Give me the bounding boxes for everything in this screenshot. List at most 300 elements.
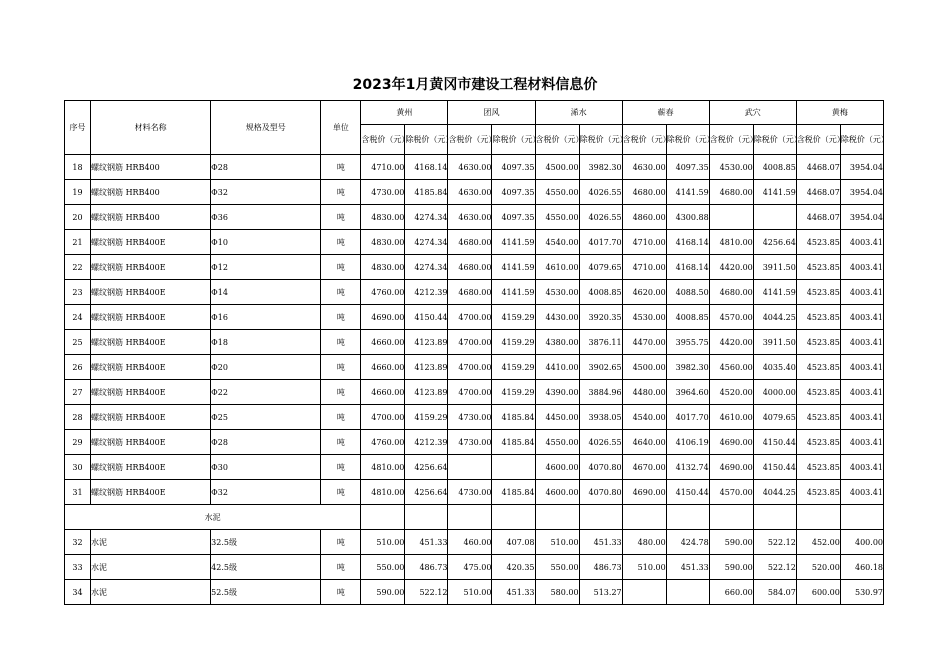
table-row (65, 530, 884, 555)
row-index: 25 (65, 330, 91, 355)
untaxed-price: 522.12 (753, 530, 796, 555)
spec: Φ32 (211, 180, 321, 205)
taxed-price: 590.00 (709, 530, 753, 555)
taxed-price (709, 205, 753, 230)
taxed-price: 4523.85 (796, 230, 840, 255)
taxed-price: 4620.00 (622, 280, 666, 305)
untaxed-price (666, 580, 709, 605)
taxed-price: 4470.00 (622, 330, 666, 355)
taxed-price: 4680.00 (709, 280, 753, 305)
material-name: 螺纹钢筋 HRB400E (91, 255, 211, 280)
header-taxed-price: 含税价（元） (448, 125, 492, 155)
untaxed-price: 4003.41 (840, 380, 883, 405)
taxed-price: 4670.00 (622, 455, 666, 480)
taxed-price: 4640.00 (622, 430, 666, 455)
taxed-price (448, 455, 492, 480)
material-name: 螺纹钢筋 HRB400 (91, 155, 211, 180)
material-name: 螺纹钢筋 HRB400 (91, 205, 211, 230)
table-row (65, 230, 884, 255)
untaxed-price: 3876.11 (579, 330, 622, 355)
spec: Φ36 (211, 205, 321, 230)
untaxed-price: 486.73 (579, 555, 622, 580)
taxed-price: 510.00 (448, 580, 492, 605)
untaxed-price (753, 205, 796, 230)
row-index: 27 (65, 380, 91, 405)
untaxed-price: 4274.34 (405, 230, 448, 255)
header-untaxed-price: 除税价（元） (753, 125, 796, 155)
untaxed-price: 4159.29 (492, 330, 535, 355)
untaxed-price: 4168.14 (666, 230, 709, 255)
untaxed-price: 4003.41 (840, 255, 883, 280)
untaxed-price: 4274.34 (405, 255, 448, 280)
taxed-price: 4660.00 (361, 330, 405, 355)
untaxed-price: 420.35 (492, 555, 535, 580)
table-row (65, 305, 884, 330)
taxed-price: 4630.00 (448, 205, 492, 230)
taxed-price: 4530.00 (535, 280, 579, 305)
material-name: 螺纹钢筋 HRB400E (91, 380, 211, 405)
row-index: 23 (65, 280, 91, 305)
taxed-price: 520.00 (796, 555, 840, 580)
untaxed-price: 4141.59 (753, 280, 796, 305)
taxed-price: 480.00 (622, 530, 666, 555)
taxed-price: 4540.00 (535, 230, 579, 255)
untaxed-price: 4150.44 (753, 455, 796, 480)
row-index: 31 (65, 480, 91, 505)
taxed-price: 4730.00 (361, 180, 405, 205)
page-title: 2023年1月黄冈市建设工程材料信息价 (352, 77, 598, 93)
taxed-price: 4530.00 (622, 305, 666, 330)
untaxed-price: 4097.35 (492, 180, 535, 205)
taxed-price: 4830.00 (361, 255, 405, 280)
untaxed-price: 522.12 (753, 555, 796, 580)
untaxed-price: 3920.35 (579, 305, 622, 330)
table-row (65, 480, 884, 505)
untaxed-price: 4008.85 (666, 305, 709, 330)
taxed-price: 550.00 (535, 555, 579, 580)
untaxed-price: 4159.29 (492, 380, 535, 405)
taxed-price: 600.00 (796, 580, 840, 605)
material-name: 水泥 (91, 530, 211, 555)
taxed-price: 4730.00 (448, 430, 492, 455)
table-row (65, 455, 884, 480)
taxed-price: 4523.85 (796, 380, 840, 405)
taxed-price: 510.00 (361, 530, 405, 555)
taxed-price: 4690.00 (709, 455, 753, 480)
untaxed-price: 4256.64 (405, 480, 448, 505)
untaxed-price: 4274.34 (405, 205, 448, 230)
untaxed-price (492, 455, 535, 480)
taxed-price: 452.00 (796, 530, 840, 555)
empty-cell (666, 505, 709, 530)
header-taxed-price: 含税价（元） (361, 125, 405, 155)
unit: 吨 (321, 280, 361, 305)
taxed-price: 4530.00 (709, 155, 753, 180)
unit: 吨 (321, 530, 361, 555)
untaxed-price: 4123.89 (405, 355, 448, 380)
taxed-price: 4520.00 (709, 380, 753, 405)
spec: Φ25 (211, 405, 321, 430)
taxed-price: 4390.00 (535, 380, 579, 405)
header-taxed-price: 含税价（元） (622, 125, 666, 155)
untaxed-price: 4212.39 (405, 430, 448, 455)
unit: 吨 (321, 230, 361, 255)
taxed-price: 4710.00 (622, 230, 666, 255)
untaxed-price: 4132.74 (666, 455, 709, 480)
row-index: 21 (65, 230, 91, 255)
taxed-price: 4570.00 (709, 480, 753, 505)
taxed-price: 4700.00 (448, 330, 492, 355)
material-name: 螺纹钢筋 HRB400E (91, 230, 211, 255)
row-index: 24 (65, 305, 91, 330)
unit: 吨 (321, 580, 361, 605)
spec: Φ28 (211, 155, 321, 180)
header-untaxed-price: 除税价（元） (579, 125, 622, 155)
untaxed-price: 4003.41 (840, 280, 883, 305)
taxed-price: 4500.00 (535, 155, 579, 180)
taxed-price: 4680.00 (448, 255, 492, 280)
table-row (65, 255, 884, 280)
unit: 吨 (321, 205, 361, 230)
untaxed-price: 4097.35 (666, 155, 709, 180)
taxed-price: 4540.00 (622, 405, 666, 430)
taxed-price: 4450.00 (535, 405, 579, 430)
untaxed-price: 584.07 (753, 580, 796, 605)
row-index: 26 (65, 355, 91, 380)
taxed-price: 4680.00 (622, 180, 666, 205)
taxed-price: 4468.07 (796, 205, 840, 230)
material-name: 螺纹钢筋 HRB400E (91, 405, 211, 430)
row-index: 32 (65, 530, 91, 555)
untaxed-price: 4026.55 (579, 180, 622, 205)
empty-cell (753, 505, 796, 530)
taxed-price: 4710.00 (622, 255, 666, 280)
empty-cell (448, 505, 492, 530)
untaxed-price: 400.00 (840, 530, 883, 555)
taxed-price: 4523.85 (796, 330, 840, 355)
header-taxed-price: 含税价（元） (796, 125, 840, 155)
untaxed-price: 3964.60 (666, 380, 709, 405)
taxed-price: 4468.07 (796, 180, 840, 205)
untaxed-price: 3902.65 (579, 355, 622, 380)
untaxed-price: 522.12 (405, 580, 448, 605)
untaxed-price: 4141.59 (492, 280, 535, 305)
unit: 吨 (321, 405, 361, 430)
taxed-price: 4610.00 (535, 255, 579, 280)
untaxed-price: 3954.04 (840, 155, 883, 180)
taxed-price: 4810.00 (361, 480, 405, 505)
spec: Φ16 (211, 305, 321, 330)
untaxed-price: 4035.40 (753, 355, 796, 380)
untaxed-price: 4017.70 (666, 405, 709, 430)
untaxed-price: 4003.41 (840, 430, 883, 455)
untaxed-price: 451.33 (492, 580, 535, 605)
untaxed-price: 4185.84 (492, 480, 535, 505)
untaxed-price: 4159.29 (492, 305, 535, 330)
untaxed-price: 4123.89 (405, 380, 448, 405)
spec: Φ28 (211, 430, 321, 455)
untaxed-price: 4300.88 (666, 205, 709, 230)
taxed-price: 4680.00 (448, 230, 492, 255)
taxed-price: 4700.00 (361, 405, 405, 430)
untaxed-price: 4008.85 (753, 155, 796, 180)
taxed-price: 4760.00 (361, 430, 405, 455)
material-name: 螺纹钢筋 HRB400E (91, 305, 211, 330)
row-index: 22 (65, 255, 91, 280)
header-region: 团风 (448, 101, 535, 125)
untaxed-price: 4003.41 (840, 330, 883, 355)
taxed-price: 4600.00 (535, 455, 579, 480)
untaxed-price: 3954.04 (840, 180, 883, 205)
untaxed-price: 4026.55 (579, 430, 622, 455)
header-index: 序号 (65, 101, 91, 155)
untaxed-price: 4017.70 (579, 230, 622, 255)
unit: 吨 (321, 255, 361, 280)
untaxed-price: 4159.29 (492, 355, 535, 380)
header-region: 武穴 (709, 101, 796, 125)
empty-cell (579, 505, 622, 530)
untaxed-price: 4256.64 (405, 455, 448, 480)
taxed-price: 4690.00 (709, 430, 753, 455)
taxed-price: 4700.00 (448, 380, 492, 405)
material-name: 螺纹钢筋 HRB400E (91, 330, 211, 355)
taxed-price: 4410.00 (535, 355, 579, 380)
untaxed-price: 4070.80 (579, 455, 622, 480)
header-region: 浠水 (535, 101, 622, 125)
taxed-price: 4700.00 (448, 305, 492, 330)
untaxed-price: 3954.04 (840, 205, 883, 230)
header-taxed-price: 含税价（元） (709, 125, 753, 155)
taxed-price: 4550.00 (535, 205, 579, 230)
untaxed-price: 4141.59 (666, 180, 709, 205)
taxed-price: 4560.00 (709, 355, 753, 380)
untaxed-price: 4185.84 (492, 430, 535, 455)
unit: 吨 (321, 355, 361, 380)
row-index: 30 (65, 455, 91, 480)
header-untaxed-price: 除税价（元） (666, 125, 709, 155)
untaxed-price: 4185.84 (405, 180, 448, 205)
untaxed-price: 3938.05 (579, 405, 622, 430)
taxed-price: 4630.00 (448, 180, 492, 205)
untaxed-price: 4168.14 (405, 155, 448, 180)
taxed-price: 4523.85 (796, 355, 840, 380)
untaxed-price: 4044.25 (753, 480, 796, 505)
spec: Φ20 (211, 355, 321, 380)
taxed-price: 4690.00 (361, 305, 405, 330)
table-row (65, 405, 884, 430)
spec: Φ30 (211, 455, 321, 480)
untaxed-price: 4003.41 (840, 405, 883, 430)
untaxed-price: 3982.30 (666, 355, 709, 380)
material-name: 螺纹钢筋 HRB400E (91, 355, 211, 380)
unit: 吨 (321, 380, 361, 405)
taxed-price: 4830.00 (361, 205, 405, 230)
header-untaxed-price: 除税价（元） (405, 125, 448, 155)
spec: Φ22 (211, 380, 321, 405)
taxed-price: 4523.85 (796, 255, 840, 280)
taxed-price: 4420.00 (709, 255, 753, 280)
untaxed-price: 4088.50 (666, 280, 709, 305)
header-spec: 规格及型号 (211, 101, 321, 155)
taxed-price: 4420.00 (709, 330, 753, 355)
taxed-price (622, 580, 666, 605)
untaxed-price: 451.33 (666, 555, 709, 580)
unit: 吨 (321, 455, 361, 480)
taxed-price: 4550.00 (535, 430, 579, 455)
untaxed-price: 4097.35 (492, 155, 535, 180)
untaxed-price: 4000.00 (753, 380, 796, 405)
material-name: 水泥 (91, 555, 211, 580)
price-table (64, 100, 889, 605)
untaxed-price: 4026.55 (579, 205, 622, 230)
taxed-price: 580.00 (535, 580, 579, 605)
empty-cell (840, 505, 883, 530)
row-index: 33 (65, 555, 91, 580)
untaxed-price: 4003.41 (840, 355, 883, 380)
untaxed-price: 4003.41 (840, 230, 883, 255)
taxed-price: 4600.00 (535, 480, 579, 505)
header-unit: 单位 (321, 101, 361, 155)
table-row (65, 205, 884, 230)
table-row (65, 155, 884, 180)
untaxed-price: 4044.25 (753, 305, 796, 330)
empty-cell (492, 505, 535, 530)
empty-cell (796, 505, 840, 530)
table-row (65, 180, 884, 205)
spec: 52.5级 (211, 580, 321, 605)
spec: Φ12 (211, 255, 321, 280)
untaxed-price: 4070.80 (579, 480, 622, 505)
taxed-price: 4760.00 (361, 280, 405, 305)
untaxed-price: 4150.44 (753, 430, 796, 455)
spec: Φ18 (211, 330, 321, 355)
spec: 42.5级 (211, 555, 321, 580)
taxed-price: 4630.00 (622, 155, 666, 180)
header-taxed-price: 含税价（元） (535, 125, 579, 155)
table-row (65, 330, 884, 355)
untaxed-price: 451.33 (405, 530, 448, 555)
taxed-price: 4610.00 (709, 405, 753, 430)
taxed-price: 4830.00 (361, 230, 405, 255)
header-untaxed-price: 除税价（元） (492, 125, 535, 155)
taxed-price: 4710.00 (361, 155, 405, 180)
taxed-price: 4570.00 (709, 305, 753, 330)
taxed-price: 590.00 (361, 580, 405, 605)
untaxed-price: 3911.50 (753, 255, 796, 280)
taxed-price: 4680.00 (709, 180, 753, 205)
taxed-price: 475.00 (448, 555, 492, 580)
unit: 吨 (321, 480, 361, 505)
taxed-price: 4680.00 (448, 280, 492, 305)
spec: 32.5级 (211, 530, 321, 555)
unit: 吨 (321, 555, 361, 580)
taxed-price: 4810.00 (709, 230, 753, 255)
unit: 吨 (321, 155, 361, 180)
taxed-price: 4660.00 (361, 355, 405, 380)
untaxed-price: 4185.84 (492, 405, 535, 430)
empty-cell (405, 505, 448, 530)
untaxed-price: 4003.41 (840, 455, 883, 480)
taxed-price: 4430.00 (535, 305, 579, 330)
taxed-price: 4690.00 (622, 480, 666, 505)
untaxed-price: 3955.75 (666, 330, 709, 355)
untaxed-price: 4256.64 (753, 230, 796, 255)
section-row (65, 505, 884, 530)
empty-cell (709, 505, 753, 530)
taxed-price: 510.00 (535, 530, 579, 555)
untaxed-price: 4003.41 (840, 305, 883, 330)
untaxed-price: 4141.59 (492, 255, 535, 280)
header-region: 黄梅 (796, 101, 883, 125)
untaxed-price: 3911.50 (753, 330, 796, 355)
empty-cell (535, 505, 579, 530)
untaxed-price: 4212.39 (405, 280, 448, 305)
row-index: 19 (65, 180, 91, 205)
taxed-price: 550.00 (361, 555, 405, 580)
material-name: 螺纹钢筋 HRB400 (91, 180, 211, 205)
taxed-price: 4810.00 (361, 455, 405, 480)
row-index: 29 (65, 430, 91, 455)
spec: Φ14 (211, 280, 321, 305)
untaxed-price: 460.18 (840, 555, 883, 580)
taxed-price: 4523.85 (796, 480, 840, 505)
taxed-price: 4523.85 (796, 280, 840, 305)
table-row (65, 380, 884, 405)
section-label: 水泥 (65, 505, 361, 530)
spec: Φ10 (211, 230, 321, 255)
untaxed-price: 4159.29 (405, 405, 448, 430)
unit: 吨 (321, 430, 361, 455)
table-row (65, 280, 884, 305)
row-index: 20 (65, 205, 91, 230)
taxed-price: 4630.00 (448, 155, 492, 180)
untaxed-price: 530.97 (840, 580, 883, 605)
untaxed-price: 3884.96 (579, 380, 622, 405)
untaxed-price: 4123.89 (405, 330, 448, 355)
table-row (65, 555, 884, 580)
material-name: 螺纹钢筋 HRB400E (91, 455, 211, 480)
row-index: 28 (65, 405, 91, 430)
untaxed-price: 513.27 (579, 580, 622, 605)
taxed-price: 4523.85 (796, 305, 840, 330)
taxed-price: 4730.00 (448, 405, 492, 430)
taxed-price: 4523.85 (796, 430, 840, 455)
untaxed-price: 4141.59 (753, 180, 796, 205)
untaxed-price: 4150.44 (666, 480, 709, 505)
unit: 吨 (321, 180, 361, 205)
unit: 吨 (321, 305, 361, 330)
taxed-price: 510.00 (622, 555, 666, 580)
untaxed-price: 3982.30 (579, 155, 622, 180)
untaxed-price: 424.78 (666, 530, 709, 555)
spec: Φ32 (211, 480, 321, 505)
material-name: 螺纹钢筋 HRB400E (91, 280, 211, 305)
material-name: 螺纹钢筋 HRB400E (91, 430, 211, 455)
untaxed-price: 4008.85 (579, 280, 622, 305)
empty-cell (622, 505, 666, 530)
material-name: 螺纹钢筋 HRB400E (91, 480, 211, 505)
taxed-price: 4660.00 (361, 380, 405, 405)
taxed-price: 4500.00 (622, 355, 666, 380)
table-row (65, 355, 884, 380)
taxed-price: 4468.07 (796, 155, 840, 180)
taxed-price: 4700.00 (448, 355, 492, 380)
taxed-price: 4550.00 (535, 180, 579, 205)
unit: 吨 (321, 330, 361, 355)
taxed-price: 4860.00 (622, 205, 666, 230)
taxed-price: 460.00 (448, 530, 492, 555)
untaxed-price: 407.08 (492, 530, 535, 555)
